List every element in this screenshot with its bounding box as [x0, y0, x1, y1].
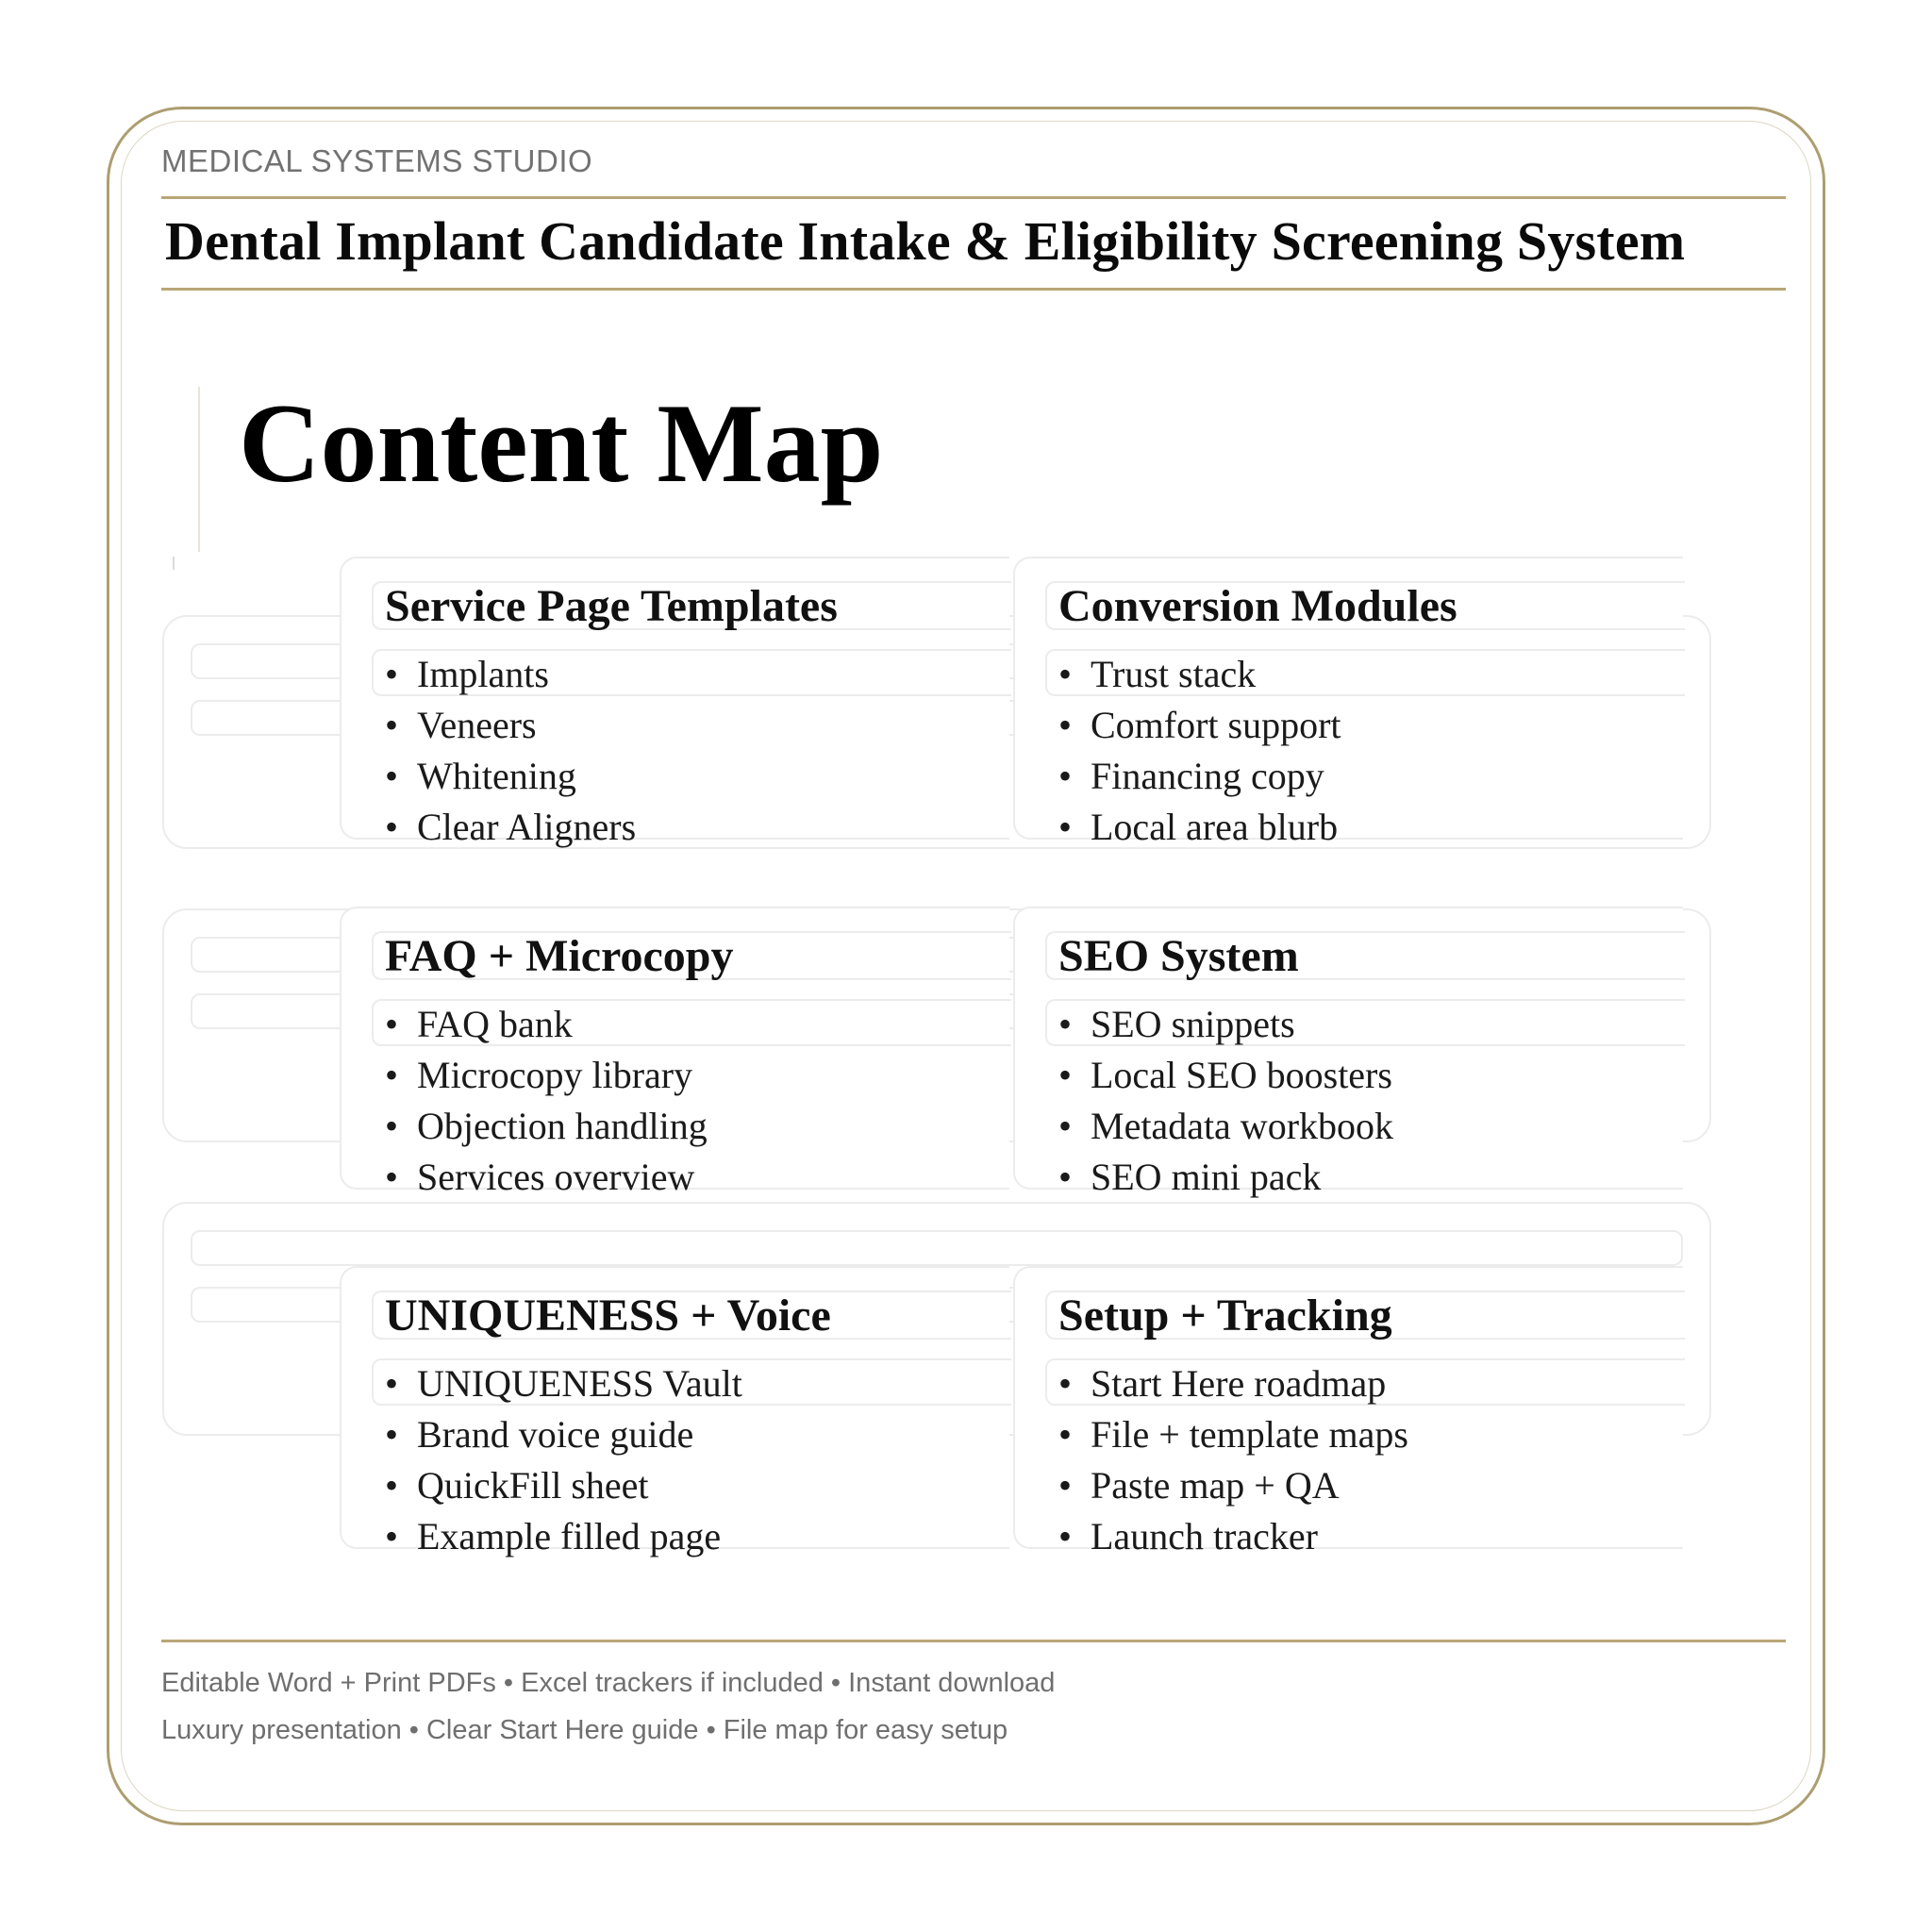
list-item: • FAQ bank: [385, 1003, 573, 1045]
list-item: • Local area blurb: [1058, 806, 1339, 848]
card-list: [385, 649, 636, 853]
footer-line-1: Editable Word + Print PDFs • Excel trackers if included • Instant download: [161, 1668, 1056, 1698]
card-title: Setup + Tracking: [1058, 1291, 1392, 1341]
title-accent-tick: [173, 557, 175, 570]
header-rule-bottom: [161, 288, 1786, 291]
list-item: • Paste map + QA: [1058, 1464, 1340, 1507]
card-title: Conversion Modules: [1058, 581, 1457, 631]
list-item: • Local SEO boosters: [1058, 1054, 1392, 1096]
card-list: [1058, 649, 1341, 853]
footer-rule: [161, 1640, 1786, 1642]
card-title: UNIQUENESS + Voice: [385, 1291, 831, 1341]
list-item: • Clear Aligners: [385, 806, 637, 848]
list-item: • Services overview: [385, 1156, 695, 1198]
list-item: • Whitening: [385, 755, 576, 797]
list-item: • File + template maps: [1058, 1413, 1408, 1456]
list-item: • SEO snippets: [1058, 1003, 1295, 1045]
list-item: • QuickFill sheet: [385, 1464, 649, 1507]
card-setup-tracking: [1013, 1266, 1683, 1557]
list-item: • Launch tracker: [1058, 1515, 1318, 1557]
title-accent-bar: [198, 387, 200, 552]
card-list: [1058, 1358, 1408, 1562]
footer-line-2: Luxury presentation • Clear Start Here guide • File map for easy setup: [161, 1715, 1008, 1745]
card-list: [385, 999, 708, 1203]
card-title: SEO System: [1058, 931, 1299, 981]
list-item: • Metadata workbook: [1058, 1105, 1394, 1147]
list-item: • Objection handling: [385, 1105, 708, 1147]
card-faq-microcopy: [340, 907, 1009, 1198]
list-item: • Brand voice guide: [385, 1413, 694, 1456]
list-item: • Comfort support: [1058, 704, 1341, 746]
card-list: [385, 1358, 742, 1562]
list-item: • Implants: [385, 653, 549, 695]
brand-label: MEDICAL SYSTEMS STUDIO: [161, 143, 593, 178]
document-title: Dental Implant Candidate Intake & Eligibility Screening System: [165, 210, 1686, 272]
list-item: • SEO mini pack: [1058, 1156, 1322, 1198]
card-title: Service Page Templates: [385, 581, 838, 631]
card-service-page-templates: [340, 557, 1009, 848]
list-item: • Trust stack: [1058, 653, 1257, 695]
section-title: Content Map: [239, 380, 884, 506]
card-title: FAQ + Microcopy: [385, 931, 734, 981]
list-item: • UNIQUENESS Vault: [385, 1362, 742, 1405]
list-item: • Veneers: [385, 704, 537, 746]
card-uniqueness-voice: [340, 1266, 1009, 1557]
list-item: • Example filled page: [385, 1515, 722, 1557]
list-item: • Microcopy library: [385, 1054, 693, 1096]
card-conversion-modules: [1013, 557, 1683, 848]
list-item: • Financing copy: [1058, 755, 1324, 797]
header-rule-top: [161, 196, 1786, 199]
card-list: [1058, 999, 1393, 1203]
card-seo-system: [1013, 907, 1683, 1198]
list-item: • Start Here roadmap: [1058, 1362, 1387, 1405]
